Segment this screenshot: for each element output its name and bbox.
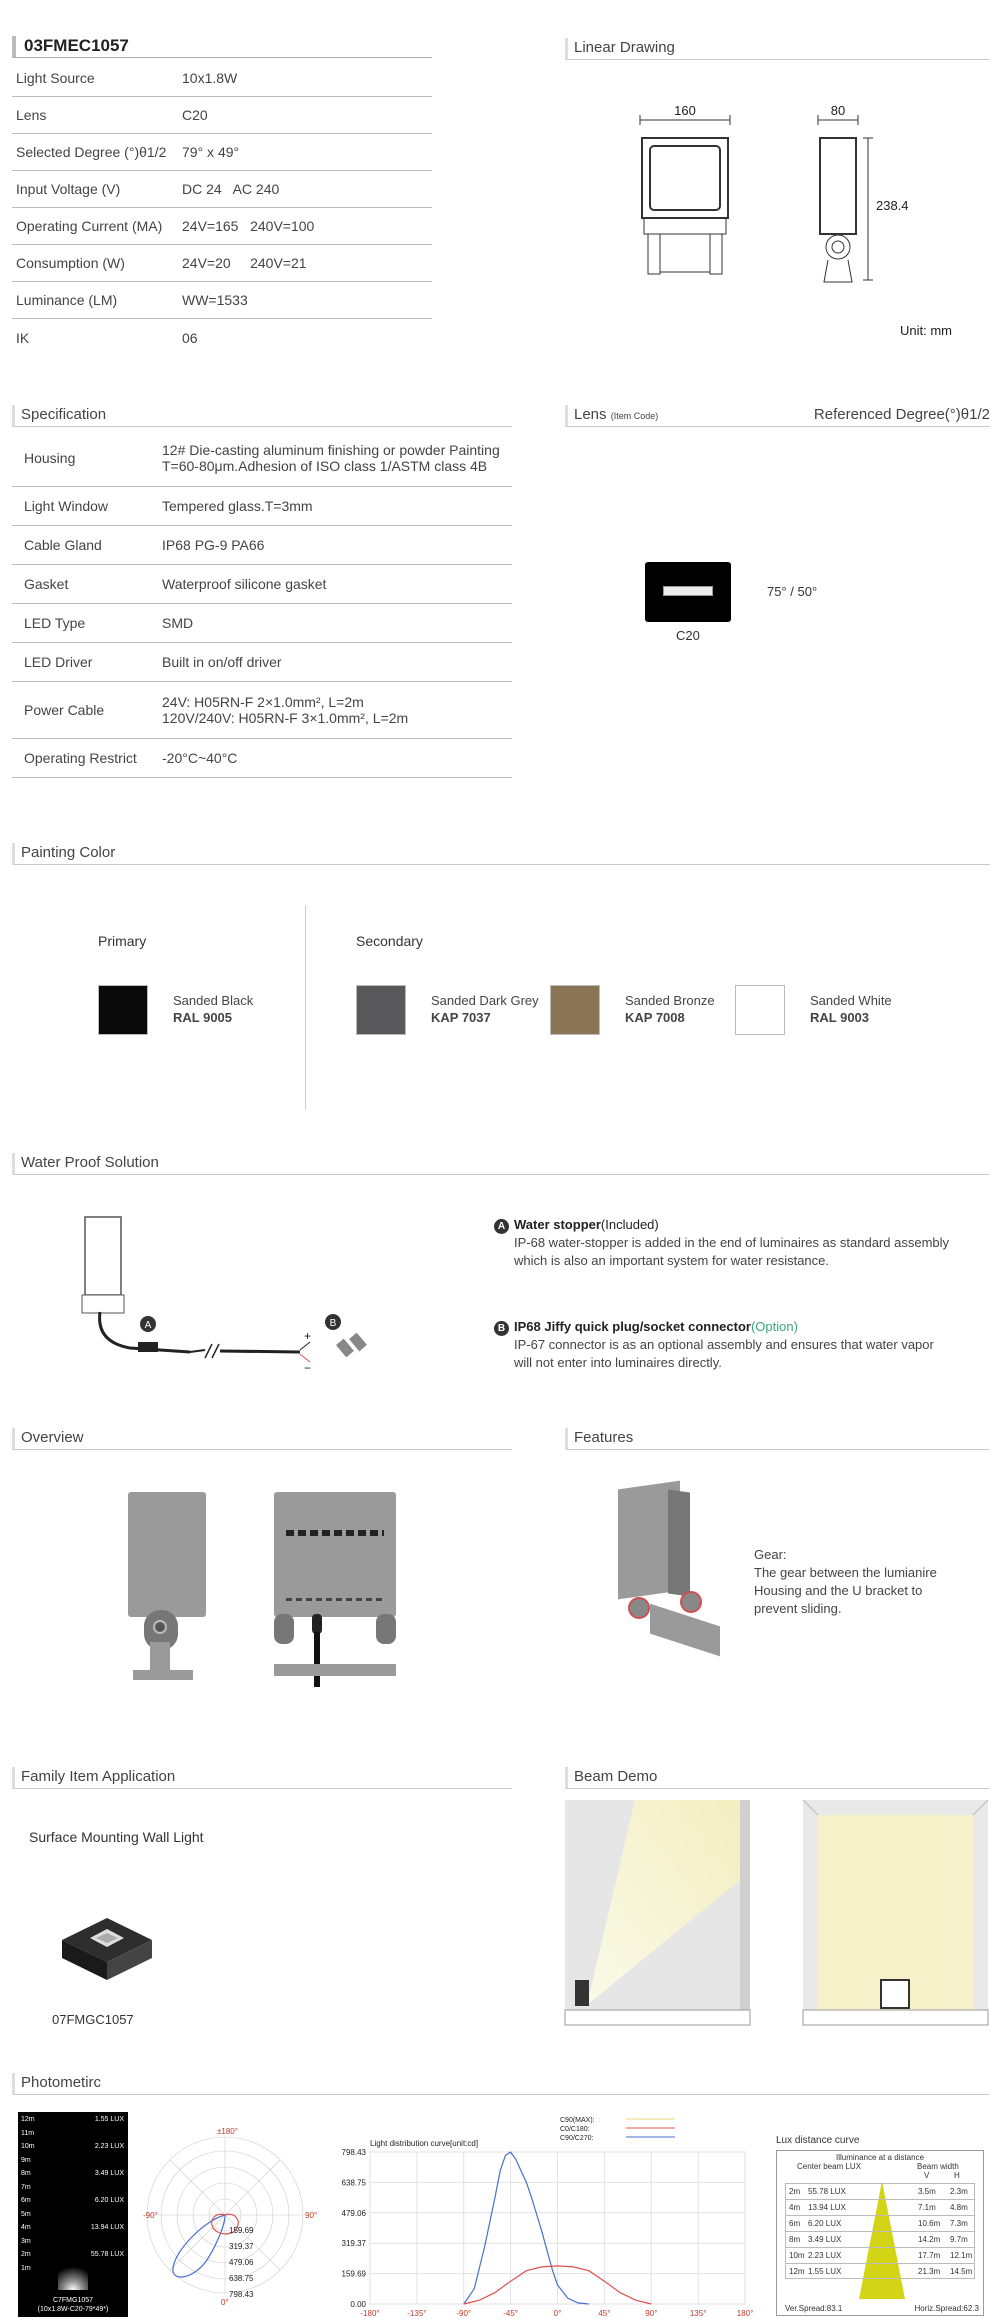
curve-series-c90-c270 bbox=[464, 2152, 589, 2304]
curve-xtick: -135° bbox=[407, 2309, 427, 2318]
basic-row bbox=[12, 319, 432, 356]
wire-minus: − bbox=[304, 1361, 312, 1375]
linear-drawing-heading: Linear Drawing bbox=[565, 38, 990, 60]
spec-row bbox=[12, 604, 512, 643]
spec-row bbox=[12, 526, 512, 565]
lux-row-v: 10.6m bbox=[918, 2219, 941, 2228]
spec-row-key: LED Driver bbox=[24, 654, 93, 670]
label-a: A bbox=[144, 1320, 152, 1331]
curve-xtick: 45° bbox=[598, 2309, 611, 2318]
basic-row bbox=[12, 97, 432, 134]
spec-row-value-line2: T=60-80μm.Adhesion of ISO class 1/ASTM class 4B bbox=[162, 458, 488, 474]
color-code: KAP 7008 bbox=[625, 1010, 685, 1025]
basic-row-key: Consumption (W) bbox=[16, 255, 125, 271]
spec-row-value bbox=[162, 615, 193, 631]
beam-demo-heading: Beam Demo bbox=[565, 1767, 990, 1789]
dim-depth: 80 bbox=[830, 103, 846, 118]
lux-table-rows bbox=[785, 2183, 975, 2279]
spec-row-value-line1: IP68 PG-9 PA66 bbox=[162, 537, 265, 553]
lux-row-v: 17.7m bbox=[918, 2251, 941, 2260]
polar-ring-label: 159.69 bbox=[229, 2226, 254, 2235]
curve-legend-label: C90/C270: bbox=[560, 2135, 594, 2142]
water-stopper-line1: IP-68 water-stopper is added in the end of luminaires as standard assembly bbox=[514, 1235, 950, 1250]
spec-row-value-line1: SMD bbox=[162, 615, 194, 631]
basic-row-value: 24V=20 240V=21 bbox=[182, 255, 307, 271]
spec-row-value bbox=[162, 576, 326, 592]
lux-table-row bbox=[785, 2215, 975, 2231]
lux-row-v: 21.3m bbox=[918, 2267, 941, 2276]
primary-label: Primary bbox=[98, 933, 147, 949]
lux-scale-row: 3m bbox=[21, 2237, 31, 2245]
badge-b: B bbox=[494, 1321, 509, 1336]
family-code: 07FMGC1057 bbox=[52, 2012, 134, 2027]
lux-scale-panel bbox=[18, 2112, 128, 2317]
secondary-label: Secondary bbox=[356, 933, 423, 949]
lux-scale-row: 4m bbox=[21, 2224, 31, 2231]
basic-spec-table bbox=[12, 60, 432, 356]
color-name: Sanded Black bbox=[173, 993, 254, 1008]
lux-row-value: 1.55 LUX bbox=[808, 2267, 842, 2276]
connector-block bbox=[494, 1318, 974, 1372]
basic-row-value: 06 bbox=[182, 329, 198, 346]
photometric-heading: Photometirc bbox=[12, 2073, 990, 2095]
water-stopper-block bbox=[494, 1216, 974, 1270]
spec-row-value-line1: -20°C~40°C bbox=[162, 750, 238, 766]
curve-xtick: 135° bbox=[689, 2309, 707, 2318]
lux-row-value: 55.78 LUX bbox=[808, 2187, 846, 2196]
lux-scale-value: 55.78 LUX bbox=[90, 2251, 124, 2258]
painting-color-heading: Painting Color bbox=[12, 843, 990, 865]
lux-scale-value: 2.23 LUX bbox=[94, 2143, 124, 2150]
lux-row-h: 7.3m bbox=[950, 2219, 968, 2228]
spec-row-value-line1: 24V: H05RN-F 2×1.0mm², L=2m bbox=[162, 694, 364, 710]
lux-row-v: 7.1m bbox=[918, 2203, 936, 2212]
basic-row-value: 79° x 49° bbox=[182, 144, 240, 160]
curve-xtick: 180° bbox=[736, 2309, 754, 2318]
lux-row-h: 2.3m bbox=[950, 2187, 968, 2196]
connector-tag: (Option) bbox=[750, 1319, 798, 1334]
basic-row-value: C20 bbox=[182, 107, 208, 123]
lux-foot2: (10x1.8W-C20-79*49*) bbox=[37, 2306, 109, 2313]
basic-row-value: DC 24 AC 240 bbox=[182, 181, 280, 197]
lux-scale-row: 12m bbox=[21, 2116, 35, 2123]
spec-row-value-line1: Waterproof silicone gasket bbox=[162, 576, 327, 592]
lux-scale-row: 11m bbox=[21, 2129, 35, 2137]
polar-ring-label: 319.37 bbox=[229, 2242, 254, 2251]
spec-row-value-line1: 12# Die-casting aluminum finishing or powder Painting bbox=[162, 442, 500, 458]
polar-right: 90° bbox=[305, 2211, 318, 2220]
curve-xtick: 0° bbox=[553, 2309, 562, 2318]
dim-width: 160 bbox=[674, 103, 696, 118]
curve-title: Light distribution curve[unit:cd] bbox=[370, 2139, 479, 2148]
color-divider bbox=[305, 905, 306, 1110]
lux-table-head: Illuminance at a distance bbox=[835, 2153, 925, 2162]
beam-demo-side bbox=[565, 1800, 750, 2025]
spec-row bbox=[12, 430, 512, 487]
lux-scale-row: 6m bbox=[21, 2197, 31, 2204]
lux-row-v: 14.2m bbox=[918, 2235, 941, 2244]
lux-scale-row: 1m bbox=[21, 2264, 31, 2272]
lux-row-distance: 12m bbox=[789, 2267, 805, 2276]
spec-row-key: Cable Gland bbox=[24, 537, 102, 553]
linear-drawing bbox=[620, 100, 920, 300]
lux-scale-row: 8m bbox=[21, 2170, 31, 2177]
curve-xtick: -180° bbox=[360, 2309, 380, 2318]
basic-row-key: Light Source bbox=[16, 70, 95, 86]
basic-row bbox=[12, 60, 432, 97]
spec-row bbox=[12, 565, 512, 604]
lux-table-row bbox=[785, 2199, 975, 2215]
lux-row-h: 9.7m bbox=[950, 2235, 968, 2244]
overview-front-view bbox=[274, 1492, 399, 1692]
spec-row bbox=[12, 682, 512, 739]
beam-demo-front bbox=[803, 1800, 988, 2025]
color-swatch bbox=[356, 985, 406, 1035]
wire-plus: + bbox=[304, 1329, 312, 1343]
lux-table-h: H bbox=[954, 2171, 960, 2180]
lux-row-distance: 6m bbox=[789, 2219, 801, 2228]
water-stopper-tag: (Included) bbox=[600, 1217, 659, 1232]
curve-legend-label: C90(MAX): bbox=[560, 2117, 595, 2124]
color-name: Sanded White bbox=[810, 993, 892, 1008]
lux-scale-row: 5m bbox=[21, 2210, 31, 2218]
spec-row bbox=[12, 487, 512, 526]
spec-row-value bbox=[162, 537, 264, 553]
spec-row-value bbox=[162, 654, 282, 670]
lux-table-ver: Ver.Spread:83.1 bbox=[785, 2304, 843, 2313]
lux-scale-value: 1.55 LUX bbox=[94, 2116, 124, 2123]
gear-label: Gear: bbox=[754, 1547, 787, 1562]
polar-ring-label: 638.75 bbox=[229, 2274, 254, 2283]
polar-ring-label: 479.06 bbox=[229, 2258, 254, 2267]
family-subtitle: Surface Mounting Wall Light bbox=[29, 1829, 204, 1845]
lux-foot1: C7FMG1057 bbox=[52, 2297, 94, 2304]
color-code: RAL 9003 bbox=[810, 1010, 870, 1025]
lens-degree-header: Referenced Degree(°)θ1/2 bbox=[813, 406, 990, 423]
specification-heading: Specification bbox=[12, 405, 512, 427]
overview-side-view bbox=[128, 1492, 208, 1692]
gear-line1: The gear between the lumianire bbox=[754, 1565, 937, 1580]
spec-row-value bbox=[162, 750, 237, 766]
curve-ytick: 159.69 bbox=[341, 2269, 366, 2279]
lux-row-h: 12.1m bbox=[950, 2251, 973, 2260]
lux-distance-title: Lux distance curve bbox=[776, 2135, 860, 2146]
lux-row-v: 3.5m bbox=[918, 2187, 936, 2196]
curve-xtick: -45° bbox=[503, 2309, 519, 2318]
lux-table-hor: Horiz.Spread:62.3 bbox=[914, 2304, 979, 2313]
spec-row-value-line1: Tempered glass.T=3mm bbox=[162, 498, 313, 514]
basic-row bbox=[12, 245, 432, 282]
lux-row-value: 2.23 LUX bbox=[808, 2251, 842, 2260]
basic-row-key: Input Voltage (V) bbox=[16, 181, 121, 197]
lux-table-v: V bbox=[924, 2171, 930, 2180]
spec-row-key: Light Window bbox=[24, 498, 109, 514]
basic-row-value: WW=1533 bbox=[182, 292, 248, 308]
color-swatch bbox=[735, 985, 785, 1035]
basic-row-key: Lens bbox=[16, 107, 47, 123]
spec-row-key: Power Cable bbox=[24, 702, 105, 718]
lux-scale-value: 13.94 LUX bbox=[90, 2224, 124, 2231]
water-proof-diagram bbox=[70, 1212, 390, 1375]
lux-scale-row: 7m bbox=[21, 2183, 31, 2191]
spec-row bbox=[12, 739, 512, 778]
polar-ring-label: 798.43 bbox=[229, 2290, 254, 2299]
lux-row-distance: 10m bbox=[789, 2251, 805, 2260]
lux-scale-row: 10m bbox=[21, 2143, 35, 2150]
spec-row-key: Operating Restrict bbox=[24, 750, 137, 766]
polar-chart bbox=[145, 2120, 325, 2320]
badge-a: A bbox=[494, 1219, 509, 1234]
lux-row-distance: 8m bbox=[789, 2235, 801, 2244]
lux-row-value: 13.94 LUX bbox=[808, 2203, 846, 2212]
curve-legend-label: C0/C180: bbox=[560, 2126, 590, 2133]
lens-degree: 75° / 50° bbox=[767, 584, 818, 599]
color-name: Sanded Bronze bbox=[625, 993, 715, 1008]
features-heading: Features bbox=[565, 1428, 990, 1450]
specification-table bbox=[12, 430, 512, 778]
basic-row-key: Operating Current (MA) bbox=[16, 218, 163, 234]
lux-row-distance: 4m bbox=[789, 2203, 801, 2212]
lux-table-row bbox=[785, 2247, 975, 2263]
lux-distance-table bbox=[776, 2150, 984, 2316]
water-proof-heading: Water Proof Solution bbox=[12, 1153, 990, 1175]
label-b: B bbox=[329, 1318, 337, 1329]
polar-top: ±180° bbox=[217, 2127, 238, 2136]
polar-left: -90° bbox=[143, 2211, 158, 2220]
lux-row-value: 3.49 LUX bbox=[808, 2235, 842, 2244]
connector-line1: IP-67 connector is as an optional assembly and ensures that water vapor bbox=[514, 1337, 934, 1352]
lux-row-value: 6.20 LUX bbox=[808, 2219, 842, 2228]
connector-line2: will not enter into luminaires directly. bbox=[514, 1355, 722, 1370]
features-image bbox=[610, 1485, 730, 1670]
lux-scale-row: 2m bbox=[21, 2251, 31, 2258]
lux-scale-row: 9m bbox=[21, 2156, 31, 2164]
spec-row-key: Housing bbox=[24, 450, 76, 466]
lux-table-col1: Center beam LUX bbox=[797, 2162, 862, 2171]
water-stopper-title: Water stopper bbox=[514, 1217, 601, 1232]
curve-ytick: 319.37 bbox=[341, 2239, 366, 2249]
gear-line2: Housing and the U bracket to bbox=[754, 1583, 923, 1598]
curve-xtick: -90° bbox=[456, 2309, 472, 2318]
spec-row bbox=[12, 643, 512, 682]
unit-label: Unit: mm bbox=[900, 323, 952, 338]
lux-table-col2: Beam width bbox=[917, 2162, 959, 2171]
basic-row-key: Selected Degree (°)θ1/2 bbox=[16, 144, 167, 160]
lux-row-h: 14.5m bbox=[950, 2267, 973, 2276]
features-text bbox=[754, 1546, 974, 1618]
overview-heading: Overview bbox=[12, 1428, 512, 1450]
family-heading: Family Item Application bbox=[12, 1767, 512, 1789]
spec-row-value bbox=[162, 694, 408, 726]
basic-row-value: 24V=165 240V=100 bbox=[182, 218, 315, 234]
lux-table-row bbox=[785, 2183, 975, 2199]
lens-name: C20 bbox=[676, 628, 700, 643]
spec-row-value-line2: 120V/240V: H05RN-F 3×1.0mm², L=2m bbox=[162, 710, 409, 726]
product-title: 03FMEC1057 bbox=[12, 36, 432, 58]
connector-title: IP68 Jiffy quick plug/socket connector bbox=[514, 1319, 751, 1334]
lens-subtitle: (Item Code) bbox=[610, 411, 659, 421]
basic-row bbox=[12, 282, 432, 319]
lux-row-h: 4.8m bbox=[950, 2203, 968, 2212]
basic-row-key: Luminance (LM) bbox=[16, 292, 118, 308]
basic-row-key: IK bbox=[16, 329, 30, 346]
spec-row-key: Gasket bbox=[24, 576, 69, 592]
spec-row-value bbox=[162, 442, 500, 474]
basic-row-value: 10x1.8W bbox=[182, 70, 238, 86]
curve-ytick: 638.75 bbox=[341, 2178, 366, 2188]
lux-table-row bbox=[785, 2231, 975, 2247]
basic-row bbox=[12, 208, 432, 245]
color-code: KAP 7037 bbox=[431, 1010, 491, 1025]
color-swatch bbox=[98, 985, 148, 1035]
curve-ytick: 0.00 bbox=[350, 2300, 366, 2309]
gear-line3: prevent sliding. bbox=[754, 1601, 842, 1616]
basic-row bbox=[12, 171, 432, 208]
curve-xtick: 90° bbox=[645, 2309, 658, 2318]
spec-row-value-line1: Built in on/off driver bbox=[162, 654, 282, 670]
color-name: Sanded Dark Grey bbox=[431, 993, 539, 1008]
lux-scale-value: 6.20 LUX bbox=[94, 2197, 124, 2204]
lens-heading bbox=[565, 405, 990, 427]
color-swatch bbox=[550, 985, 600, 1035]
curve-ytick: 479.06 bbox=[341, 2208, 366, 2218]
polar-bottom: 0° bbox=[221, 2298, 229, 2307]
spec-row-value bbox=[162, 498, 313, 514]
basic-row bbox=[12, 134, 432, 171]
curve-ytick: 798.43 bbox=[341, 2148, 366, 2157]
water-stopper-line2: which is also an important system for water resistance. bbox=[514, 1253, 830, 1268]
spec-row-key: LED Type bbox=[24, 615, 86, 631]
lux-scale-value: 3.49 LUX bbox=[94, 2170, 124, 2177]
family-product-image bbox=[52, 1910, 162, 1990]
lens-image bbox=[645, 562, 731, 622]
lux-row-distance: 2m bbox=[789, 2187, 801, 2196]
lens-title: Lens bbox=[574, 406, 607, 423]
color-code: RAL 9005 bbox=[173, 1010, 233, 1025]
light-distribution-chart bbox=[330, 2112, 760, 2324]
dim-height: 238.4 bbox=[876, 198, 909, 213]
lux-table-row bbox=[785, 2263, 975, 2279]
